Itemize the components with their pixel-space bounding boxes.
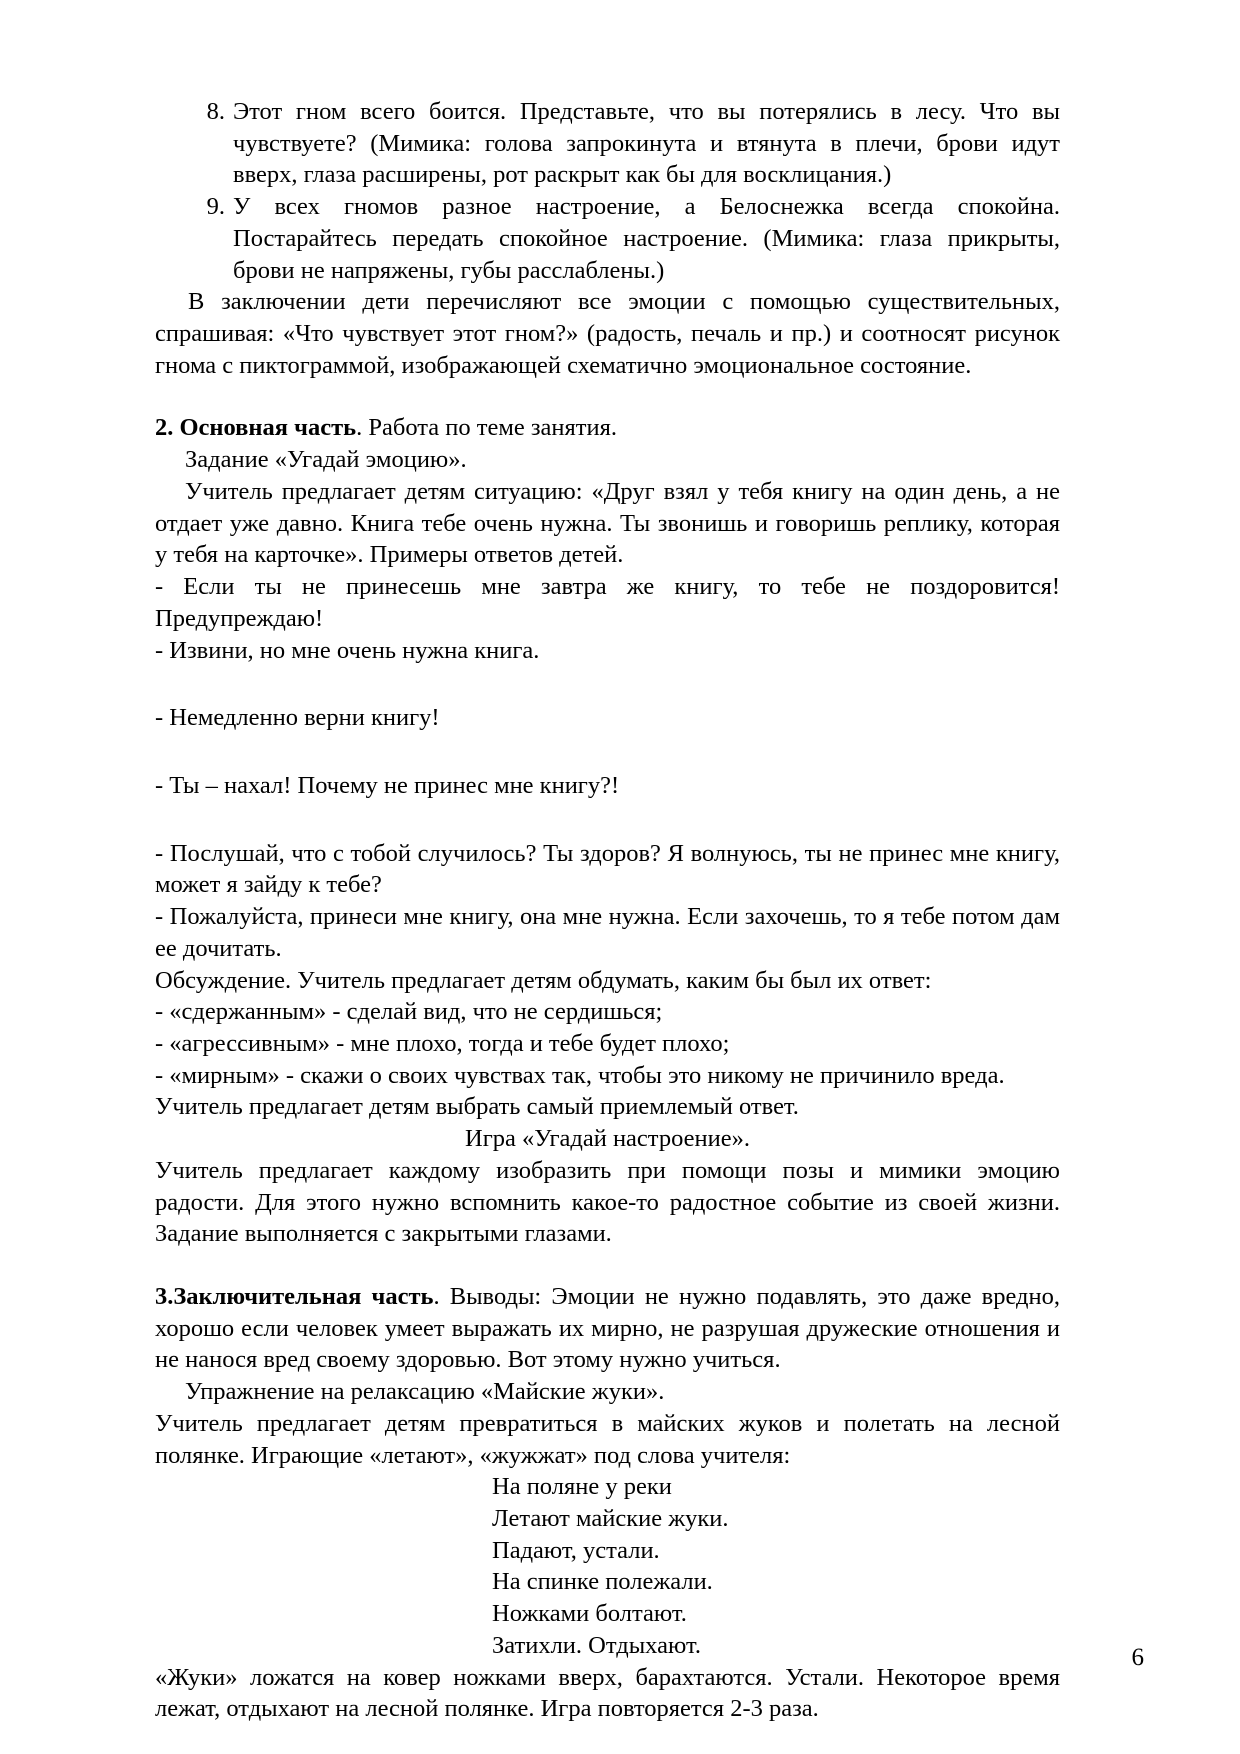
discussion-option: - «мирным» - скажи о своих чувствах так, чтобы это никому не причинило вреда.: [155, 1061, 1005, 1089]
discussion-option: - «сдержанным» - сделай вид, что не сердишься;: [155, 998, 663, 1026]
dialogue-line: - Если ты не принесешь мне завтра же книгу, то тебе не поздоровится! Предупреждаю!: [155, 573, 1060, 632]
page-content: [155, 96, 1060, 1725]
exercise-intro: Учитель предлагает детям превратиться в майских жуков и полетать на лесной полянке. Играющие «летают», «жужжат» под слова учителя:: [155, 1409, 1060, 1469]
section-final-heading: [155, 1281, 1060, 1376]
dialogue-spacer: [155, 802, 1060, 838]
dialogue-spacer: [155, 666, 1060, 702]
section-spacer: [155, 1250, 1060, 1281]
dialogue-line: - Пожалуйста, принеси мне книгу, она мне нужна. Если захочешь, то я тебе потом дам ее дочитать.: [155, 903, 1060, 962]
section-final-heading-rest: . Выводы: Эмоции не нужно подавлять, это даже вредно, хорошо если человек умеет выражать их мирно, не разрушая дружеские отношения и не нанося вред своему здоровью. Вот этому нужно учиться.: [155, 1283, 1060, 1374]
poem-line: Затихли. Отдыхают.: [492, 1631, 701, 1659]
game-description: Учитель предлагает каждому изобразить при помощи позы и мимики эмоцию радости. Для этого нужно вспомнить какое-то радостное событие из своей жизни. Задание выполняется с закрытыми глазами.: [155, 1156, 1060, 1248]
list-item-number: 8.: [206, 98, 225, 125]
list-item: [155, 96, 1060, 191]
dialogue-line: - Ты – нахал! Почему не принес мне книгу?!: [155, 771, 620, 799]
task-title: Задание «Угадай эмоцию».: [185, 446, 467, 474]
situation-paragraph: Учитель предлагает детям ситуацию: «Друг взял у тебя книгу на один день, а не отдает уже давно. Книга тебе очень нужна. Ты звонишь и говоришь реплику, которая у тебя на карточке». Примеры ответов детей.: [155, 477, 1060, 569]
list-item: [155, 191, 1060, 286]
closing-paragraph: «Жуки» ложатся на ковер ножками вверх, барахтаются. Устали. Некоторое время лежат, отдыхают на лесной полянке. Игра повторяется 2-3 раза.: [155, 1663, 1060, 1723]
discussion-intro: Обсуждение. Учитель предлагает детям обдумать, каким бы был их ответ:: [155, 966, 932, 994]
list-item-text: У всех гномов разное настроение, а Белоснежка всегда спокойна. Постарайтесь передать спокойное настроение. (Мимика: глаза прикрыты, брови не напряжены, губы расслаблены.): [233, 193, 1060, 284]
section-main-heading-rest: . Работа по теме занятия.: [356, 414, 617, 442]
dialogue-spacer: [155, 734, 1060, 770]
poem-line: Летают майские жуки.: [492, 1505, 729, 1533]
poem-line: Падают, устали.: [492, 1536, 660, 1564]
discussion-option: - «агрессивным» - мне плохо, тогда и тебе будет плохо;: [155, 1029, 730, 1057]
exercise-title: Упражнение на релаксацию «Майские жуки».: [185, 1378, 665, 1406]
game-title: Игра «Угадай настроение».: [465, 1125, 750, 1153]
intro-paragraph: В заключении дети перечисляют все эмоции с помощью существительных, спрашивая: «Что чувствует этот гном?» (радость, печаль и пр.) и соотносят рисунок гнома с пиктограммой, изображающей схематично эмоциональное состояние.: [155, 288, 1060, 379]
list-item-text: Этот гном всего боится. Представьте, что вы потерялись в лесу. Что вы чувствуете? (Мимика: голова запрокинута и втянута в плечи, брови идут вверх, глаза расширены, рот раскрыт как бы для восклицания.): [233, 98, 1060, 189]
page-number: 6: [1131, 1644, 1144, 1671]
dialogue-line: - Извини, но мне очень нужна книга.: [155, 636, 540, 664]
section-final-heading-bold: 3.Заключительная часть: [155, 1283, 434, 1310]
section-spacer: [155, 381, 1060, 412]
poem-line: Ножками болтают.: [492, 1600, 687, 1628]
dialogue-line: - Послушай, что с тобой случилось? Ты здоров? Я волнуюсь, ты не принес мне книгу, может я зайду к тебе?: [155, 839, 1060, 899]
dialogue-line: - Немедленно верни книгу!: [155, 704, 440, 732]
choose-answer-line: Учитель предлагает детям выбрать самый приемлемый ответ.: [155, 1093, 799, 1121]
numbered-list: [155, 96, 1060, 286]
section-main-heading: [155, 412, 1060, 444]
poem-line: На спинке полежали.: [492, 1568, 713, 1596]
poem-line: На поляне у реки: [492, 1473, 672, 1501]
list-item-number: 9.: [206, 193, 225, 221]
section-main-heading-bold: 2. Основная часть: [155, 414, 357, 442]
poem-block: [155, 1471, 1060, 1661]
